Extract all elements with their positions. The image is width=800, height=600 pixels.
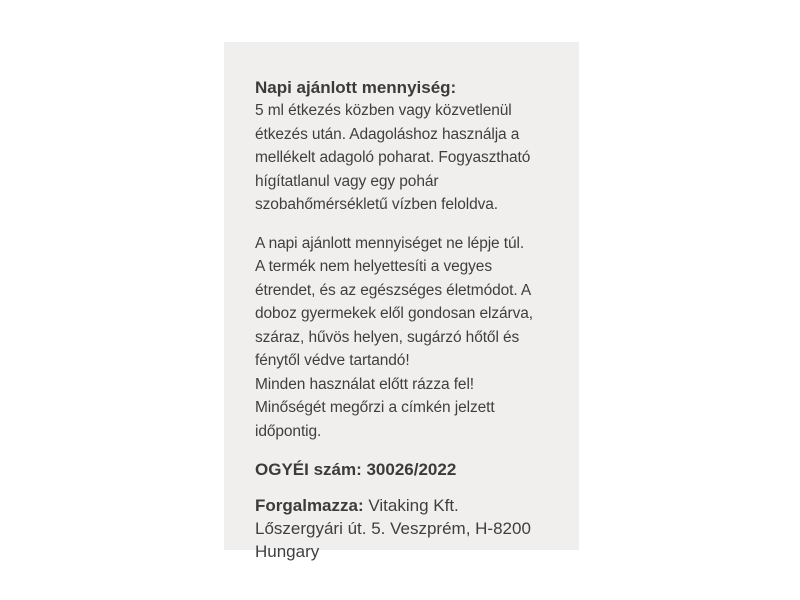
usage-line: étkezés után. Adagoláshoz használja a — [255, 125, 520, 143]
warning-paragraph — [255, 232, 559, 444]
warning-line: étrendet, és az egészséges életmódot. A — [255, 281, 532, 299]
warning-line: Minden használat előtt rázza fel! — [255, 375, 474, 393]
warning-line: fénytől védve tartandó! — [255, 352, 410, 369]
distributor-block — [255, 494, 559, 563]
distributor-name: Vitaking Kft. — [363, 496, 459, 515]
usage-line: hígítatlanul vagy egy pohár — [255, 172, 439, 190]
distributor-label: Forgalmazza: — [255, 496, 364, 515]
warning-line: A termék nem helyettesíti a vegyes — [255, 258, 492, 275]
usage-paragraph — [255, 99, 559, 217]
distributor-country: Hungary — [255, 542, 320, 561]
usage-line: 5 ml étkezés közben vagy közvetlenül — [255, 102, 512, 119]
distributor-line — [255, 494, 559, 517]
product-label-panel — [224, 42, 579, 561]
distributor-address-line: Lőszergyári út. 5. Veszprém, H-8200 — [255, 519, 531, 538]
warning-line: Minőségét megőrzi a címkén jelzett — [255, 399, 495, 416]
usage-line: mellékelt adagoló poharat. Fogyasztható — [255, 149, 531, 166]
usage-line: szobahőmérsékletű vízben feloldva. — [255, 196, 499, 213]
warning-line: száraz, hűvös helyen, sugárzó hőtől és — [255, 328, 520, 346]
warning-line: doboz gyermekek elől gondosan elzárva, — [255, 305, 533, 322]
warning-line: időpontig. — [255, 422, 322, 440]
warning-line: A napi ajánlott mennyiséget ne lépje túl. — [255, 234, 525, 252]
ogyei-registration-number: OGYÉI szám: 30026/2022 — [255, 460, 457, 479]
usage-heading: Napi ajánlott mennyiség: — [255, 78, 457, 97]
